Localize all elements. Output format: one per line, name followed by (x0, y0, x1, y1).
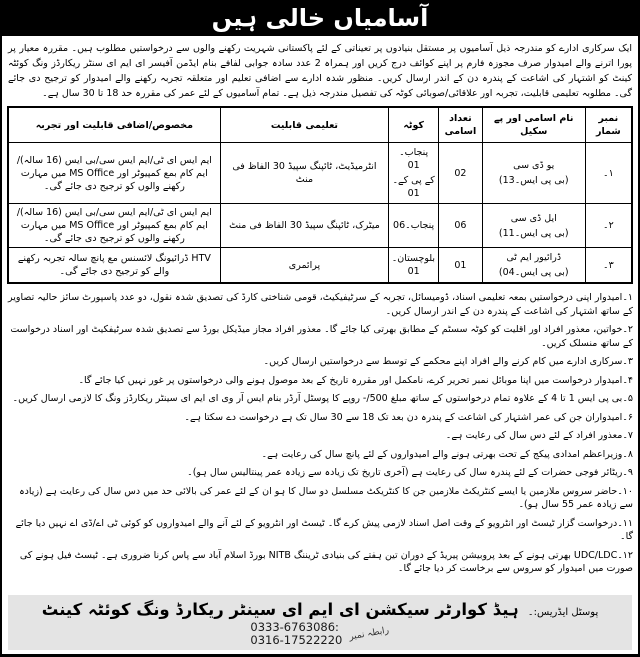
condition-item: ۷۔معذور افراد کے لئے دس سال کی رعایت ہے۔ (445, 430, 633, 441)
cell-quota: بلوچستان۔01 (389, 248, 439, 284)
postal-address: ہیڈ کوارٹر سیکشن ای ایم ای سینٹر ریکارڈ ونگ کوئٹہ کینٹ (41, 600, 519, 619)
vacancies-table (7, 106, 633, 284)
cell-quota (389, 143, 439, 204)
quota-line: پنجاب۔ 01 (399, 147, 429, 171)
contact-line (12, 621, 628, 647)
quota-line: کے پی کے۔01 (392, 175, 435, 199)
col-header-serial: نمبر شمار (585, 107, 632, 143)
cell-serial: ۲۔ (585, 204, 632, 248)
condition-item: ۱۲۔UDC/LDC بھرتی ہونے کے بعد پروبیشن پیریڈ کے دوران تین ہفتے کی بنیادی ٹریننگ NITB بورڈ اسلام آباد سے پاس کرنا ضروری ہے۔ ٹیسٹ فیل ہونے کی صورت میں امیدوار کو سروس سے برخاست کر دیا جائے گا۔ (19, 549, 633, 574)
contact-number-label: رابطہ نمبر (348, 625, 391, 643)
cell-post-and-scale (482, 248, 585, 284)
col-header-count: تعداد اسامی (439, 107, 483, 143)
phone-number-2: 0316-17522220 (250, 633, 343, 647)
condition-item: ۸۔وزیراعظم امدادی پیکج کے تحت بھرتی ہونے والے امیدواروں کے لئے پانچ سال کی رعایت ہے۔ (261, 448, 633, 460)
footer (8, 595, 632, 650)
col-header-education: تعلیمی قابلیت (220, 107, 388, 143)
condition-item: ۳۔سرکاری ادارے میں کام کرنے والے افراد اپنے محکمے کے توسط سے درخواستیں ارسال کریں۔ (263, 356, 633, 367)
ad-body (2, 36, 638, 654)
condition-item: ۱۰۔حاضر سروس ملازمین یا ایسے کنٹریکٹ ملازمین جن کا کنٹریکٹ مسلسل دو سال کا ہو ان کے لئے عمر کی بالائی حد میں دس سال کی رعایت ہے (زیادہ سے زیادہ عمر 55 سال ہو)۔ (19, 485, 633, 510)
cell-count: 02 (439, 143, 483, 204)
cell-count: 01 (439, 248, 483, 284)
ad-title-bar (2, 0, 638, 36)
phone-number-1: 0333-6763086: (250, 620, 339, 634)
condition-item: ۲۔خواتین، معذور افراد اور اقلیت کو کوٹہ سسٹم کے مطابق بھرتی کیا جائے گا۔ معذور افراد مجاز میڈیکل بورڈ سے تصدیق شدہ سرٹیفکیٹ اور اسناد درخواست کے ساتھ منسلک کریں۔ (10, 324, 633, 349)
ad-title: آسامیاں خالی ہیں (211, 4, 429, 32)
phone-numbers (250, 621, 342, 647)
intro-paragraph: ایک سرکاری ادارے کو مندرجہ ذیل آسامیوں پر مستقل بنیادوں پر تعیناتی کے لئے پاکستانی شہریت رکھنے والوں سے درخواستیں مطلوب ہیں۔ مقررہ معیار پر پورا اترنے والے امیدوار صرف مجوزہ فارم پر اپنے کوائف درج کریں اور ہمراہ 2 عدد سادہ جوابی لفافے بنام ایڈمن آفیسر ای ایم ای سنٹر ریکارڈز ونگ کوئٹہ کینٹ کو اشتہار کی اشاعت کے پندرہ دن کے اندر ارسال کریں۔ منظور شدہ ادارے سے اضافی تعلیم اور متعلقہ تجربہ رکھنے والے امیدوار کو ترجیح دی جائے گی۔ مطلوبہ تعلیمی قابلیت، تجربہ اور علاقائی/صوبائی کوٹہ کی تفصیل مندرجہ ذیل ہے۔ تمام آسامیوں کے لئے عمر کی مقررہ حد 18 تا 30 سال ہے۔ (8, 43, 632, 99)
cell-count: 06 (439, 204, 483, 248)
cell-quota: پنجاب۔06 (389, 204, 439, 248)
table-row (8, 248, 632, 284)
condition-item: ۱۔امیدوار اپنی درخواستیں بمعہ تعلیمی اسناد، ڈومیسائل، تجربہ کے سرٹیفیکیٹ، قومی شناختی کارڈ کی تصدیق شدہ نقول، دو عدد پاسپورٹ سائز حالیہ تصاویر کے ساتھ اشتہار کی اشاعت کے پندرہ دن کے اندر ارسال کریں۔ (8, 292, 633, 317)
pay-scale: (بی پی ایس۔04) (498, 267, 569, 278)
postal-address-line (12, 600, 628, 619)
cell-education: پرائمری (220, 248, 388, 284)
pay-scale: (بی پی ایس۔13) (498, 175, 569, 186)
cell-serial: ۱۔ (585, 143, 632, 204)
col-header-post-and-scale: نام اسامی اور پے سکیل (482, 107, 585, 143)
cell-extra-qualification: ایم ایس ای ٹی/ایم ایس سی/بی ایس (16 سالہ)/ایم کام بمع کمپیوٹر اور MS Office میں مہارت رکھنے والوں کو ترجیح دی جائے گی۔ (8, 143, 220, 204)
condition-item: ۴۔امیدوار درخواست میں اپنا موبائل نمبر تحریر کرے، نامکمل اور مقررہ تاریخ کے بعد موصول ہونے والی درخواستوں پر غور نہیں کیا جائے گا۔ (78, 374, 633, 386)
pay-scale: (بی پی ایس۔11) (498, 227, 569, 239)
table-row (8, 143, 632, 204)
condition-item: ۵۔بی پی ایس 1 تا 4 کے علاوہ تمام درخواستوں کے ساتھ مبلغ 500/- روپے کا پوسٹل آرڈر بنام ایس آر وی ای ایم ای سینٹر ریکارڈز ونگ کا لازمی ارسال کریں۔ (12, 393, 633, 404)
condition-item: ۱۱۔درخواست گزار ٹیسٹ اور انٹرویو کے وقت اصل اسناد لازمی پیش کرے گا۔ ٹیسٹ اور انٹرویو کے لئے آنے والے امیدواروں کو کوئی ٹی اے/ڈی اے نہیں دیا جائے گا۔ (15, 517, 633, 542)
post-name: ایل ڈی سی (510, 212, 557, 224)
conditions-list (7, 291, 633, 581)
cell-education: میٹرک، ٹائپنگ سپیڈ 30 الفاظ فی منٹ (220, 204, 388, 248)
col-header-extra-qualification: مخصوص/اضافی قابلیت اور تجربہ (8, 107, 220, 143)
cell-extra-qualification: HTV ڈرائیونگ لائسنس مع پانچ سالہ تجربہ رکھنے والے کو ترجیح دی جائے گی۔ (8, 248, 220, 284)
cell-education: انٹرمیڈیٹ، ٹائپنگ سپیڈ 30 الفاظ فی منٹ (220, 143, 388, 204)
table-header-row (8, 107, 632, 143)
cell-extra-qualification: ایم ایس ای ٹی/ایم ایس سی/بی ایس (16 سالہ)/ایم کام بمع کمپیوٹر اور MS Office میں مہارت رکھنے والوں کو ترجیح دی جائے گی۔ (8, 204, 220, 248)
cell-post-and-scale (482, 143, 585, 204)
postal-address-label: پوسٹل ایڈریس:۔ (527, 607, 599, 618)
table-row (8, 204, 632, 248)
col-header-quota: کوٹہ (389, 107, 439, 143)
post-name: یو ڈی سی (513, 160, 555, 171)
post-name: ڈرائیور ایم ٹی (506, 252, 562, 263)
condition-item: ۹۔ریٹائر فوجی حضرات کے لئے پندرہ سال کی رعایت ہے (آخری تاریخ تک زیادہ سے زیادہ عمر پینتالیس سال ہو)۔ (187, 467, 633, 478)
cell-serial: ۳۔ (585, 248, 632, 284)
cell-post-and-scale (482, 204, 585, 248)
condition-item: ۶۔امیدواران جن کی عمر اشتہار کی اشاعت کے پندرہ دن بعد تک 18 سے 30 سال تک ہے درخواست دے سکتا ہے۔ (184, 411, 633, 423)
